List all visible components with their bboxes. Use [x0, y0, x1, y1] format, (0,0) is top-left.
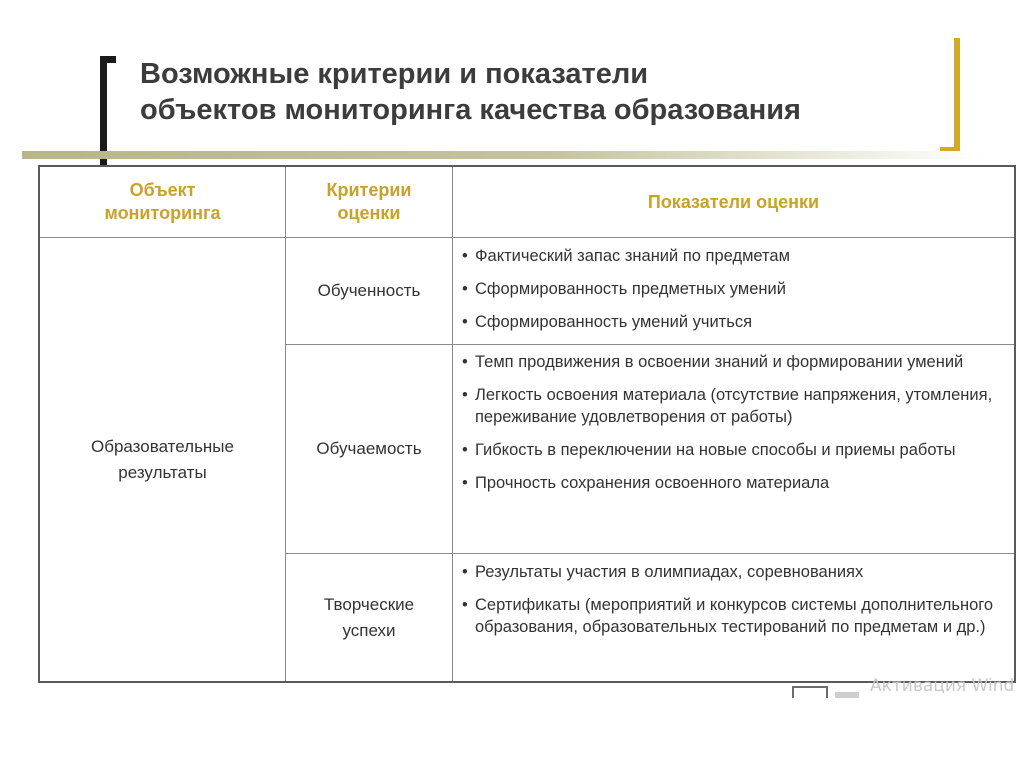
header-object: Объект мониторинга: [104, 180, 221, 223]
header-criteria: Критерии оценки: [326, 180, 412, 223]
slide-title-line-1: Возможные критерии и показатели: [140, 58, 649, 90]
title-divider: [22, 151, 982, 159]
indicator-item: [462, 245, 1008, 267]
slide-title: [140, 56, 930, 128]
bullet-icon: •: [462, 563, 468, 581]
indicator-text: Гибкость в переключении на новые способы и приемы работы: [475, 441, 956, 459]
indicators-cell: [462, 245, 1008, 333]
indicator-item: [462, 351, 1008, 373]
indicator-item: [462, 594, 1008, 638]
indicator-text: Сертификаты (мероприятий и конкурсов системы дополнительного образования, образовательных тестирований по предметам и др.): [475, 596, 994, 636]
indicator-item: [462, 561, 1008, 583]
indicator-text: Фактический запас знаний по предметам: [475, 247, 790, 265]
indicator-item: [462, 472, 1008, 494]
indicator-text: Темп продвижения в освоении знаний и формировании умений: [475, 353, 964, 371]
criterion-cell: Обучаемость: [316, 439, 422, 458]
windows-icon: [792, 686, 828, 698]
indicators-cell: [462, 351, 1008, 494]
indicators-cell: [462, 561, 1008, 638]
bullet-icon: •: [462, 386, 468, 404]
bullet-icon: •: [462, 474, 468, 492]
indicator-text: Сформированность умений учиться: [475, 313, 753, 331]
watermark-bar: [835, 692, 859, 698]
indicator-text: Легкость освоения материала (отсутствие напряжения, утомления, переживание удовлетворения от работы): [475, 386, 993, 426]
object-cell: Образовательные результаты: [91, 436, 234, 482]
indicator-text: Сформированность предметных умений: [475, 280, 786, 298]
bullet-icon: •: [462, 596, 468, 614]
indicator-item: [462, 439, 1008, 461]
slide-title-line-2: объектов мониторинга качества образования: [140, 94, 801, 126]
indicator-text: Прочность сохранения освоенного материала: [475, 474, 830, 492]
bullet-icon: •: [462, 441, 468, 459]
bullet-icon: •: [462, 353, 468, 371]
right-bracket-decoration: [940, 38, 960, 153]
activation-watermark: Активация Wind: [870, 676, 1015, 696]
criterion-cell: Обученность: [317, 281, 421, 300]
bullet-icon: •: [462, 247, 468, 265]
indicator-item: [462, 384, 1008, 428]
indicator-item: [462, 278, 1008, 300]
indicator-item: [462, 311, 1008, 333]
criteria-table: [38, 165, 1016, 683]
indicator-text: Результаты участия в олимпиадах, соревнованиях: [475, 563, 864, 581]
column-divider-2: [452, 167, 453, 681]
header-indicators: Показатели оценки: [647, 191, 820, 212]
criterion-cell: Творческие успехи: [323, 594, 415, 640]
bullet-icon: •: [462, 280, 468, 298]
bullet-icon: •: [462, 313, 468, 331]
